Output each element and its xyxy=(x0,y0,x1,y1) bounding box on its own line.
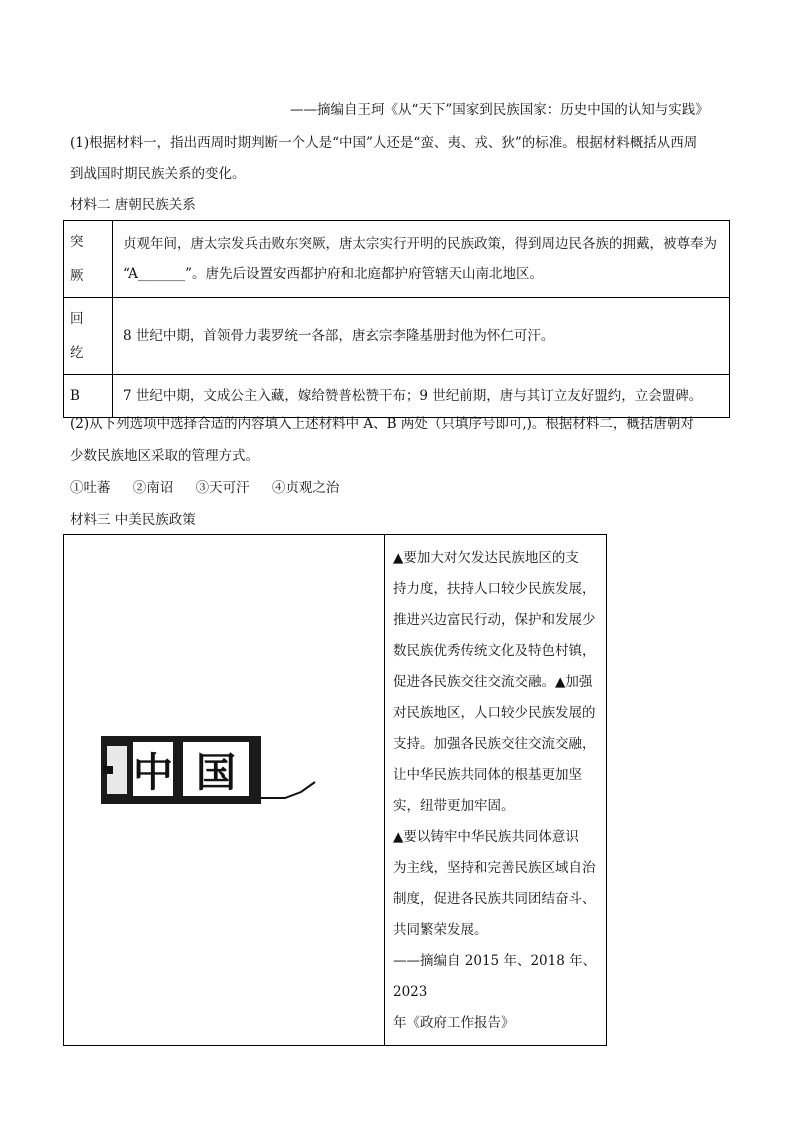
row-heading-char: 回 xyxy=(70,311,84,327)
row-heading xyxy=(64,298,113,375)
policy-source-line: ——摘编自 2015 年、2018 年、2023 xyxy=(393,953,597,1000)
row-heading-char: 厥 xyxy=(70,268,84,284)
policy-text-line: 支持。加强各民族交往交流交融， xyxy=(393,736,596,752)
row-heading-char: 纥 xyxy=(70,345,84,361)
attribution-line: ——摘编自王珂《从“天下”国家到民族国家：历史中国的认知与实践》 xyxy=(290,102,709,118)
table-row xyxy=(64,221,730,298)
option-2: ②南诏 xyxy=(132,480,174,496)
question-1-line-1: (1)根据材料一，指出西周时期判断一个人是“中国”人还是“蛮、夷、戎、狄”的标准。根据材料概括从西周 xyxy=(70,135,698,151)
question-2-line-1: (2)从下列选项中选择合适的内容填入上述材料中 A、B 两处（只填序号即可,)。根据材料二，概括唐朝对 xyxy=(70,416,694,432)
zhongguo-inscription-image xyxy=(65,536,383,1014)
option-3: ③天可汗 xyxy=(195,480,250,496)
question-2-line-2: 少数民族地区采取的管理方式。 xyxy=(70,448,259,464)
row-text-line: 7 世纪中期，文成公主入藏，嫁给赞普松赞干布；9 世纪前期，唐与其订立友好盟约，立会盟碑。 xyxy=(123,388,703,404)
option-4: ④贞观之治 xyxy=(271,480,340,496)
row-heading xyxy=(64,375,113,418)
row-text-line: 8 世纪中期，首领骨力裴罗统一各部，唐玄宗李隆基册封他为怀仁可汗。 xyxy=(123,328,555,344)
policy-text-line: 实，纽带更加牢固。 xyxy=(393,798,515,814)
row-heading xyxy=(64,221,113,298)
policy-text-line: 数民族优秀传统文化及特色村镇， xyxy=(393,643,596,659)
policy-text-line: 推进兴边富民行动，保护和发展少 xyxy=(393,612,596,628)
table-row xyxy=(64,375,730,418)
policy-text-line: 为主线，坚持和完善民族区域自治 xyxy=(393,860,596,876)
policy-text-line: 共同繁荣发展。 xyxy=(393,922,488,938)
inscription-glyph-guo: 国 xyxy=(196,750,236,796)
inscription-glyph-zhong: 中 xyxy=(133,750,173,796)
row-text-line: 贞观年间，唐太宗发兵击败东突厥，唐太宗实行开明的民族政策，得到周边民各族的拥戴，被尊奉为 xyxy=(123,236,717,252)
policy-text-line: ▲要加大对欠发达民族地区的支 xyxy=(393,550,579,566)
row-heading-char: 突 xyxy=(70,234,84,250)
row-content xyxy=(113,298,730,375)
tang-relations-table xyxy=(63,220,730,418)
row-content xyxy=(113,375,730,418)
row-heading-char: B xyxy=(70,388,80,404)
row-content xyxy=(113,221,730,298)
option-1: ①吐蕃 xyxy=(70,480,111,496)
policy-table xyxy=(63,534,607,1046)
inscription-image-cell xyxy=(64,535,385,1046)
material-3-title: 材料三 中美民族政策 xyxy=(70,512,196,528)
row-text-line: “A_______”。唐先后设置安西都护府和北庭都护府管辖天山南北地区。 xyxy=(123,266,544,282)
policy-text-line: 让中华民族共同体的根基更加坚 xyxy=(393,767,582,783)
question-1-line-2: 到战国时期民族关系的变化。 xyxy=(70,166,246,182)
policy-source-line: 年《政府工作报告》 xyxy=(393,1015,515,1031)
policy-text-line: ▲要以铸牢中华民族共同体意识 xyxy=(393,829,579,845)
policy-text-line: 持力度，扶持人口较少民族发展， xyxy=(393,581,596,597)
material-2-title: 材料二 唐朝民族关系 xyxy=(70,197,196,213)
policy-text-line: 对民族地区，人口较少民族发展的 xyxy=(393,705,596,721)
policy-text-cell xyxy=(385,535,607,1046)
policy-text-line: 制度，促进各民族共同团结奋斗、 xyxy=(393,891,596,907)
policy-text-line: 促进各民族交往交流交融。▲加强 xyxy=(393,674,593,690)
options-line xyxy=(70,478,339,498)
table-row xyxy=(64,298,730,375)
